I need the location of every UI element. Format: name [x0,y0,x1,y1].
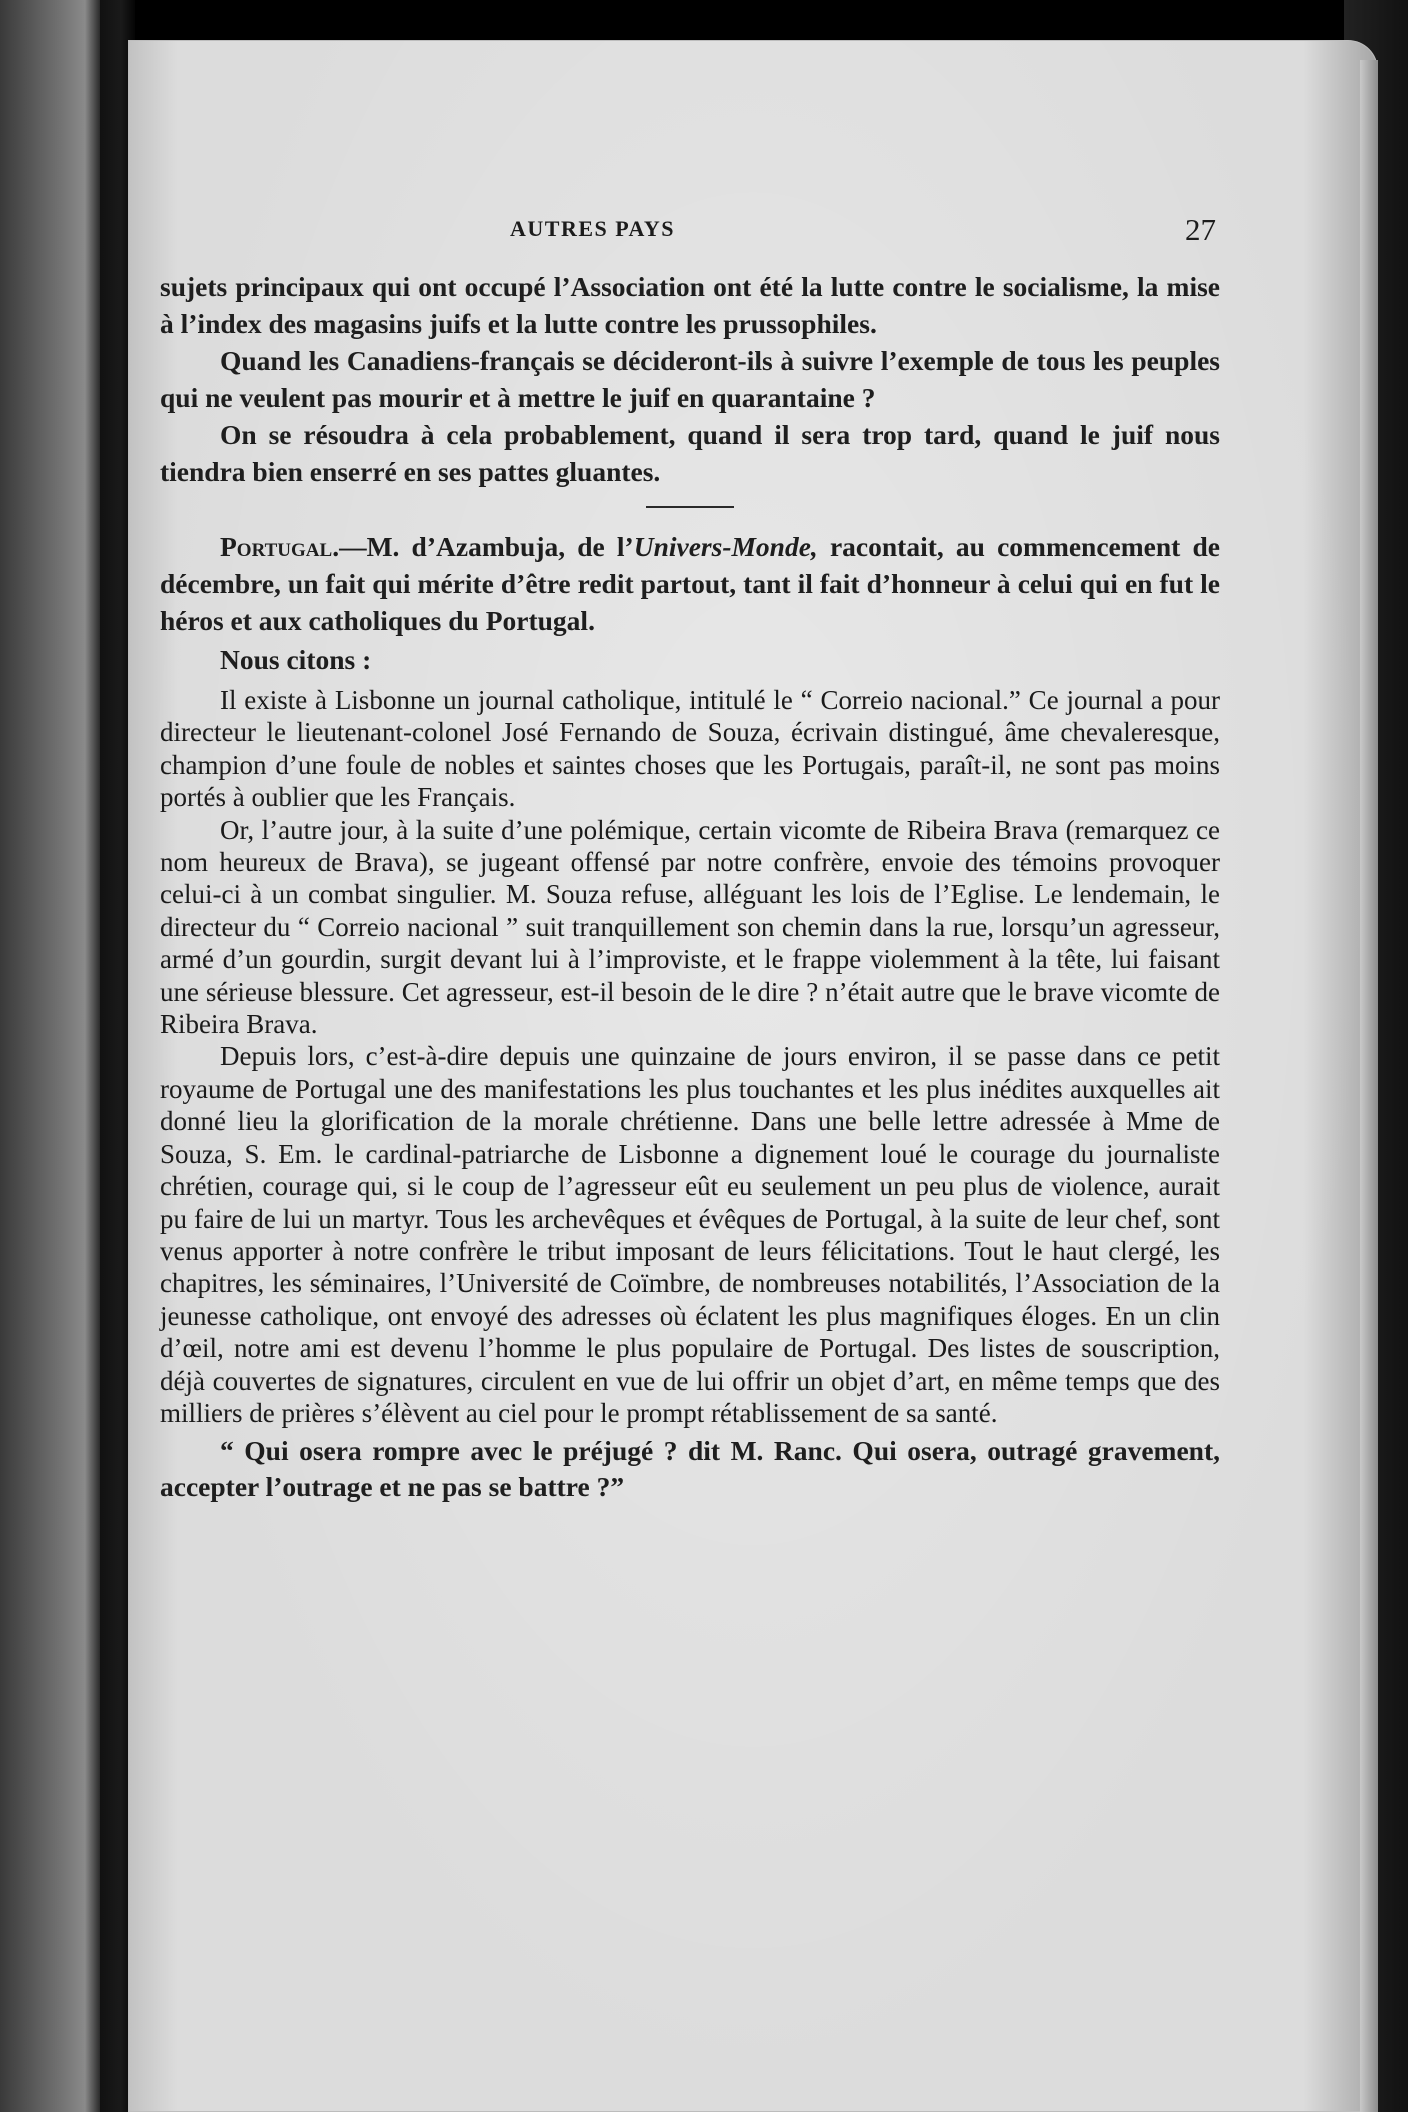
page-body [160,268,1220,1505]
paragraph-portugal-text-a: —M. d’Azambuja, de l’ [339,531,634,562]
paragraph-portugal [160,528,1220,639]
running-head [160,212,1220,252]
paragraph-conclusion: On se résoudra à cela probablement, quand il sera trop tard, quand le juif nous tiendra bien enserré en ses pattes gluantes. [160,419,1220,487]
paragraph-portugal-text-b: racontait, au commencement de décembre, un fait qui mérite d’être redit partout, tant il fait d’honneur à celui qui en fut le héros et aux catholiques du Portugal. [160,531,1220,636]
quote-paragraph-1: Il existe à Lisbonne un journal catholique, intitulé le “ Correio nacional.” Ce journal a pour directeur le lieutenant-colonel José Fernando de Souza, écrivain distingué, âme chevaleresque, champion d’une foule de nobles et saintes choses que les Portugais, paraît-il, ne sont pas moins portés à oublier que les Français. [160,685,1220,813]
paragraph-question: Quand les Canadiens-français se décideront-ils à suivre l’exemple de tous les peuples qui ne veulent pas mourir et à mettre le juif en quarantaine ? [160,345,1220,413]
page-fore-edge [1360,60,1378,2112]
quote-paragraph-3: Depuis lors, c’est-à-dire depuis une quinzaine de jours environ, il se passe dans ce petit royaume de Portugal une des manifestations les plus touchantes et les plus inédites auxquelles ait donné lieu la glorification de la morale chrétienne. Dans une belle lettre adressée à Mme de Souza, S. Em. le cardinal-patriarche de Lisbonne a dignement loué le courage du journaliste chrétien, courage qui, si le coup de l’agresseur eût eu seulement un peu plus de violence, aurait pu faire de lui un martyr. Tous les archevêques et évêques de Portugal, à la suite de leur chef, sont venus apporter à notre confrère le tribut imposant de leurs félicitations. Tout le haut clergé, les chapitres, les séminaires, l’Université de Coïmbre, de nombreuses notabilités, l’Association de la jeunesse catholique, ont envoyé des adresses où éclatent les plus magnifiques éloges. En un clin d’œil, notre ami est devenu l’homme le plus populaire de Portugal. Des listes de souscription, déjà couvertes de signatures, circulent en vue de lui offrir un objet d’art, en même temps que des milliers de prières s’élèvent au ciel pour le prompt rétablissement de sa santé. [160,1041,1220,1428]
newspaper-title: Univers-Monde, [633,531,818,562]
paragraph-nous-citons: Nous citons : [220,644,372,675]
running-title: AUTRES PAYS [510,216,676,241]
quote-paragraph-2: Or, l’autre jour, à la suite d’une polémique, certain vicomte de Ribeira Brava (remarquez ce nom heureux de Brava), se jugeant offensé par notre confrère, envoie des témoins provoquer celui-ci à un combat singulier. M. Souza refuse, alléguant les lois de l’Eglise. Le lendemain, le directeur du “ Correio nacional ” suit tranquillement son chemin dans la rue, lorsqu’un agresseur, armé d’un gourdin, surgit devant lui à l’improviste, et le frappe violemment à la tête, lui faisant une sérieuse blessure. Cet agresseur, est-il besoin de le dire ? n’était autre que le brave vicomte de Ribeira Brava. [160,814,1220,1040]
section-divider [646,506,734,508]
previous-page-edge [0,0,100,2112]
section-lead: Portugal. [220,531,340,562]
paragraph-continuation: sujets principaux qui ont occupé l’Association ont été la lutte contre le socialisme, la mise à l’index des magasins juifs et la lutte contre les prussophiles. [160,271,1220,339]
page-number: 27 [1185,212,1216,247]
paragraph-ranc-quote: “ Qui osera rompre avec le préjugé ? dit M. Ranc. Qui osera, outragé gravement, accepter l’outrage et ne pas se battre ?” [160,1435,1220,1503]
